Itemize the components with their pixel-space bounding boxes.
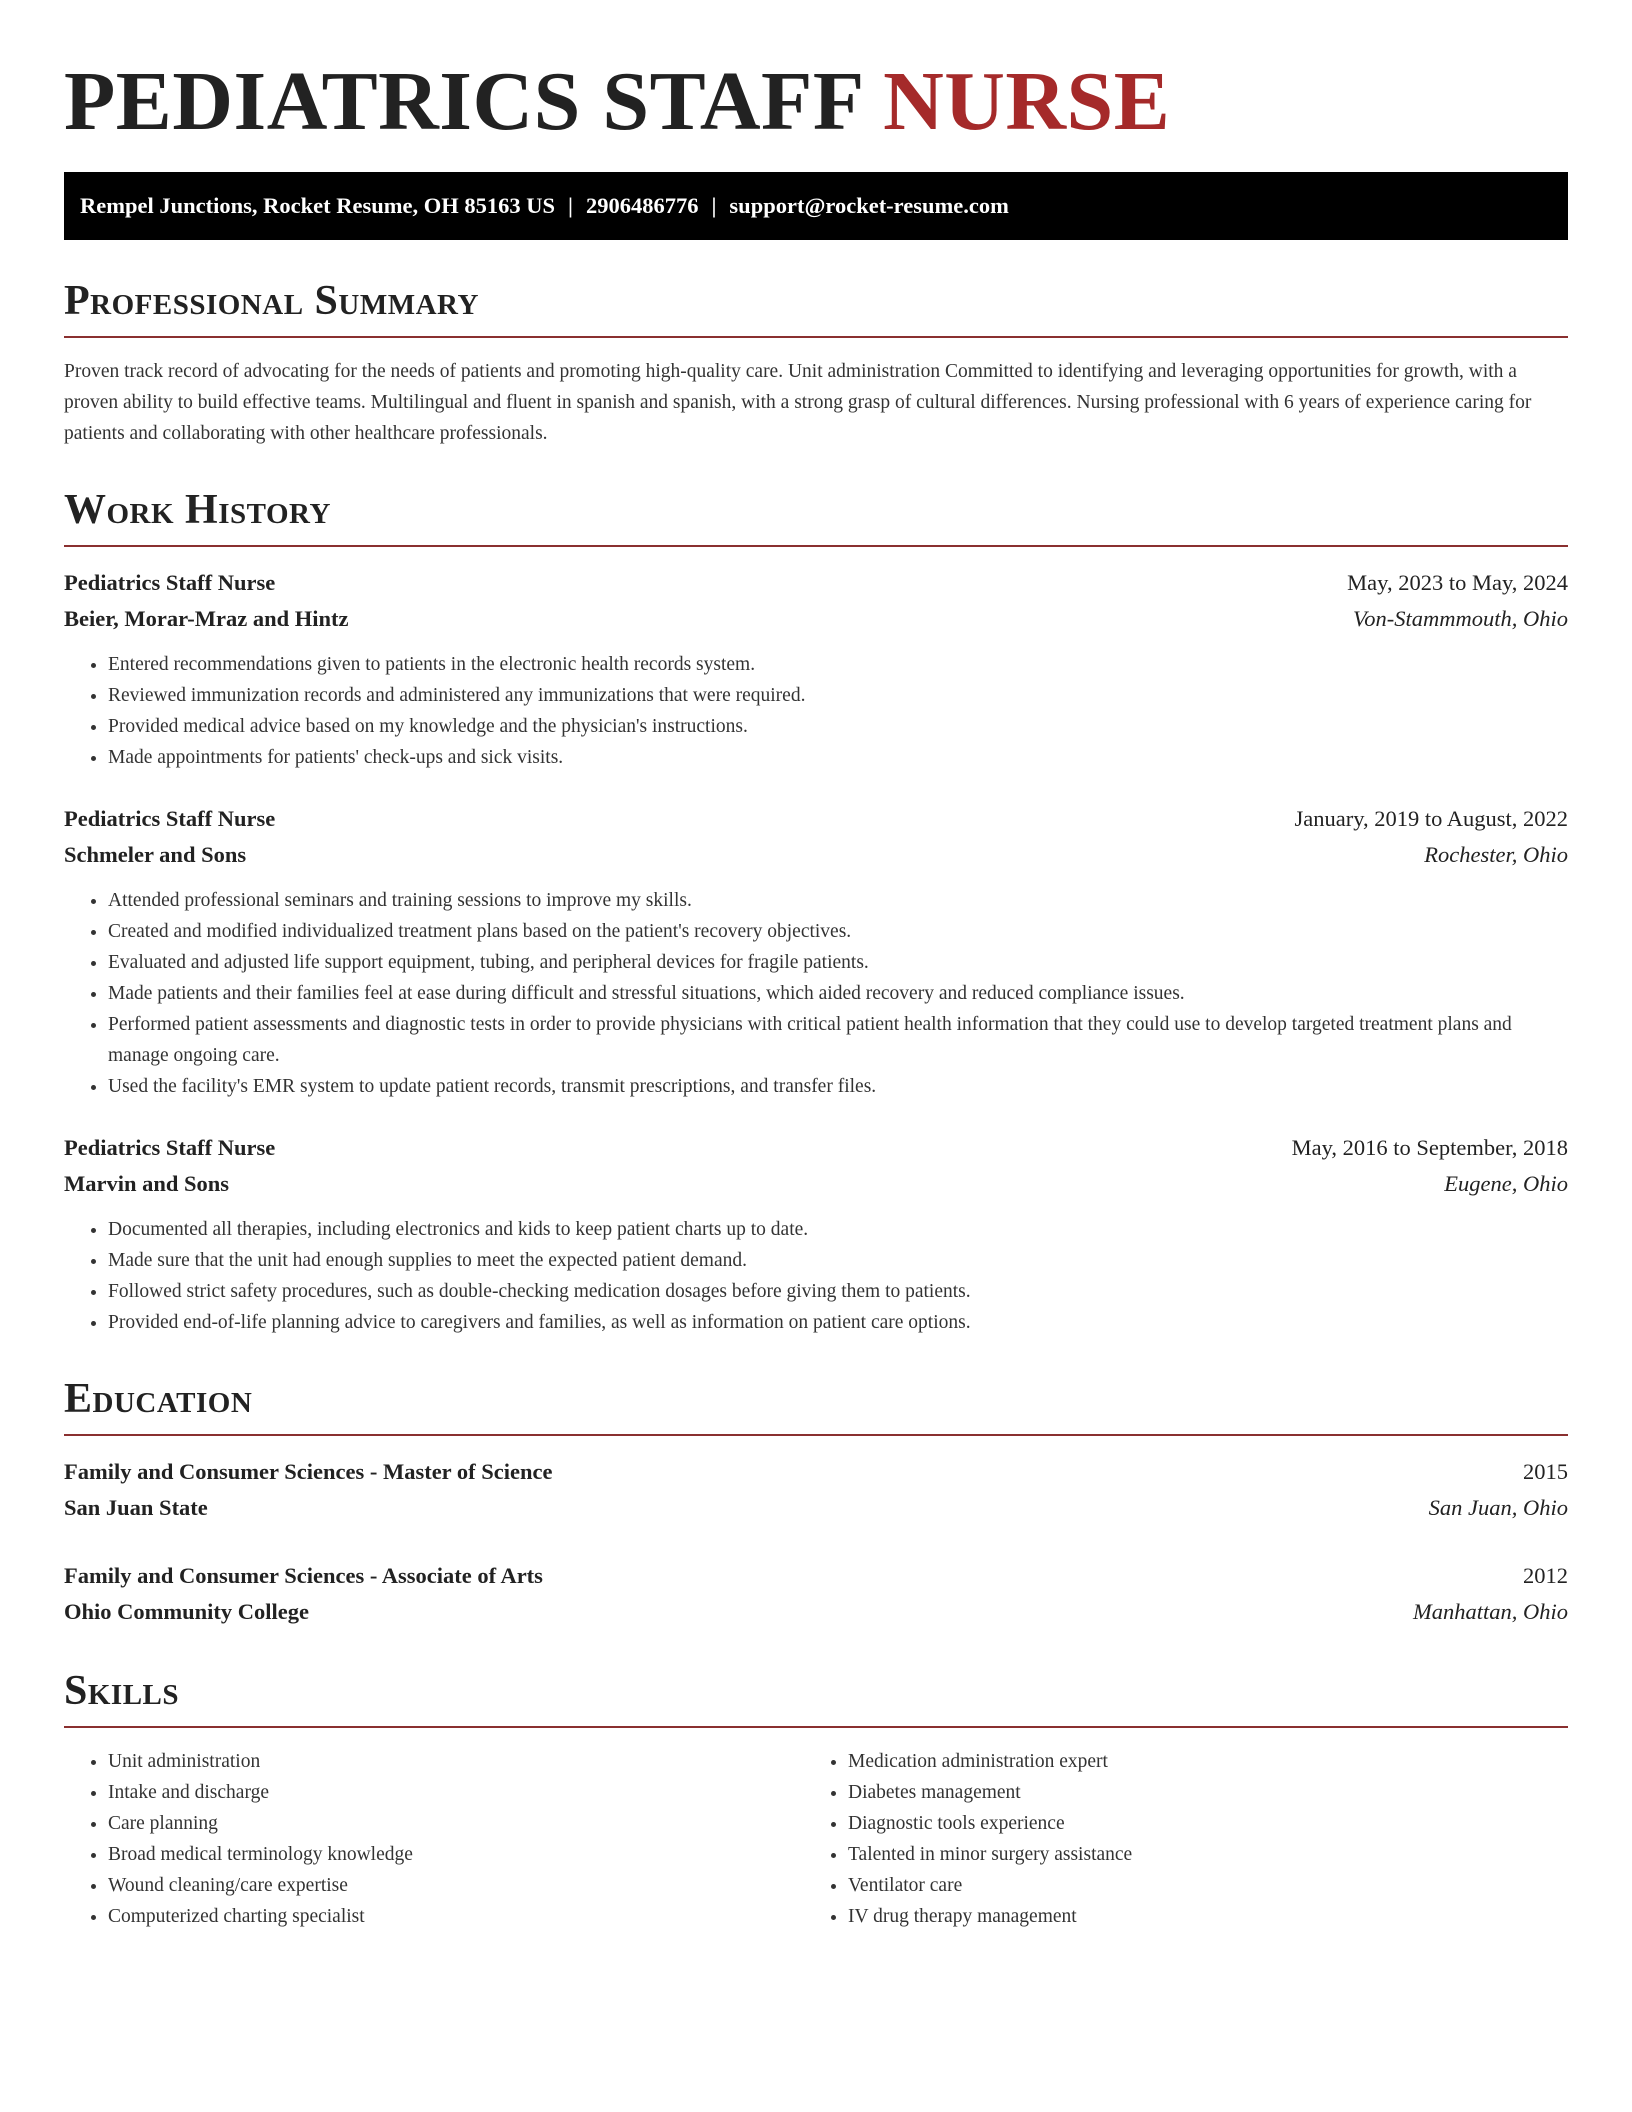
job-bullet: • Documented all therapies, including electronics and kids to keep patient charts up to date. [108, 1214, 1568, 1245]
job-location: Eugene, Ohio [1444, 1171, 1568, 1196]
job-dates: May, 2016 to September, 2018 [1291, 1135, 1568, 1160]
education-school-row [64, 1490, 1568, 1526]
section-divider [64, 1726, 1568, 1728]
job-bullets [64, 649, 1568, 773]
name-accent: NURSE [883, 55, 1171, 148]
skills-grid [64, 1746, 1568, 1932]
job-bullet: • Made patients and their families feel at ease during difficult and stressful situations, which aided recovery and reduced compliance issues. [108, 978, 1568, 1009]
education-entry [64, 1454, 1568, 1526]
job-company-row [64, 601, 1568, 637]
section-title-summary: Professional Summary [64, 278, 479, 324]
skill-item: • Wound cleaning/care expertise [108, 1870, 804, 1901]
job-role: Pediatrics Staff Nurse [64, 570, 276, 595]
skill-item: • IV drug therapy management [848, 1901, 1544, 1932]
education-degree-row [64, 1558, 1568, 1594]
job-location: Von-Stammmouth, Ohio [1353, 606, 1568, 631]
education-degree: Family and Consumer Sciences - Associate of Arts [64, 1563, 543, 1588]
skills-section [64, 1666, 1568, 1932]
work-history-section [64, 485, 1568, 1338]
resume-name [64, 54, 1568, 150]
education-location: San Juan, Ohio [1428, 1495, 1568, 1520]
skill-item: • Care planning [108, 1808, 804, 1839]
skill-item: • Medication administration expert [848, 1746, 1544, 1777]
job-company-row [64, 1166, 1568, 1202]
job-company: Marvin and Sons [64, 1171, 230, 1196]
section-divider [64, 545, 1568, 547]
job-header-row [64, 801, 1568, 837]
job-bullet: • Reviewed immunization records and administered any immunizations that were required. [108, 680, 1568, 711]
education-entry [64, 1558, 1568, 1630]
summary-section [64, 276, 1568, 449]
job-bullets [64, 885, 1568, 1102]
education-section [64, 1374, 1568, 1630]
skills-list-left [64, 1746, 804, 1932]
section-divider [64, 336, 1568, 338]
contact-separator: | [711, 193, 717, 218]
contact-bar [64, 172, 1568, 240]
education-location: Manhattan, Ohio [1413, 1599, 1568, 1624]
section-title-work-history: Work History [64, 487, 331, 533]
job-role: Pediatrics Staff Nurse [64, 806, 276, 831]
job-bullets [64, 1214, 1568, 1338]
job-bullet: • Evaluated and adjusted life support equipment, tubing, and peripheral devices for fragile patients. [108, 947, 1568, 978]
job-bullet: • Attended professional seminars and training sessions to improve my skills. [108, 885, 1568, 916]
job-role: Pediatrics Staff Nurse [64, 1135, 276, 1160]
section-title-skills: Skills [64, 1668, 180, 1714]
skill-item: • Diagnostic tools experience [848, 1808, 1544, 1839]
job-bullet: • Made appointments for patients' check-ups and sick visits. [108, 742, 1568, 773]
job-company: Beier, Morar-Mraz and Hintz [64, 606, 349, 631]
job-header-row [64, 1130, 1568, 1166]
skill-item: • Ventilator care [848, 1870, 1544, 1901]
skill-item: • Talented in minor surgery assistance [848, 1839, 1544, 1870]
job-bullet: • Entered recommendations given to patients in the electronic health records system. [108, 649, 1568, 680]
job-entry [64, 801, 1568, 1102]
contact-separator: | [567, 193, 573, 218]
skill-item: • Unit administration [108, 1746, 804, 1777]
job-bullet: • Performed patient assessments and diagnostic tests in order to provide physicians with critical patient health information that they could use to develop targeted treatment plans and manage ongoing care. [108, 1009, 1568, 1071]
job-dates: January, 2019 to August, 2022 [1294, 806, 1568, 831]
education-degree: Family and Consumer Sciences - Master of Science [64, 1459, 553, 1484]
job-dates: May, 2023 to May, 2024 [1347, 570, 1568, 595]
job-entry [64, 1130, 1568, 1338]
skill-item: • Broad medical terminology knowledge [108, 1839, 804, 1870]
job-bullet: • Followed strict safety procedures, such as double-checking medication dosages before giving them to patients. [108, 1276, 1568, 1307]
job-company: Schmeler and Sons [64, 842, 247, 867]
job-entry [64, 565, 1568, 773]
job-bullet: • Used the facility's EMR system to update patient records, transmit prescriptions, and transfer files. [108, 1071, 1568, 1102]
skills-list-right [804, 1746, 1544, 1932]
section-divider [64, 1434, 1568, 1436]
job-bullet: • Provided end-of-life planning advice to caregivers and families, as well as information on patient care options. [108, 1307, 1568, 1338]
job-header-row [64, 565, 1568, 601]
skill-item: • Intake and discharge [108, 1777, 804, 1808]
education-school: Ohio Community College [64, 1599, 309, 1624]
skill-item: • Diabetes management [848, 1777, 1544, 1808]
job-bullet: • Made sure that the unit had enough supplies to meet the expected patient demand. [108, 1245, 1568, 1276]
skill-item: • Computerized charting specialist [108, 1901, 804, 1932]
job-bullet: • Created and modified individualized treatment plans based on the patient's recovery objectives. [108, 916, 1568, 947]
education-degree-row [64, 1454, 1568, 1490]
education-school: San Juan State [64, 1495, 208, 1520]
name-main: PEDIATRICS STAFF [64, 55, 862, 148]
contact-phone: 2906486776 [585, 193, 699, 218]
contact-address: Rempel Junctions, Rocket Resume, OH 85163 US [80, 193, 555, 218]
education-year: 2012 [1523, 1563, 1568, 1588]
job-location: Rochester, Ohio [1424, 842, 1568, 867]
contact-email[interactable]: support@rocket-resume.com [729, 193, 1009, 218]
summary-text: Proven track record of advocating for the needs of patients and promoting high-quality care. Unit administration Committed to identifying and leveraging opportunities for growth, with a proven ability to build effective teams. Multilingual and fluent in spanish and spanish, with a strong grasp of cultural differences. Nursing professional with 6 years of experience caring for patients and collaborating with other healthcare professionals. [64, 361, 1532, 444]
education-year: 2015 [1523, 1459, 1568, 1484]
job-company-row [64, 837, 1568, 873]
education-school-row [64, 1594, 1568, 1630]
section-title-education: Education [64, 1376, 253, 1422]
job-bullet: • Provided medical advice based on my knowledge and the physician's instructions. [108, 711, 1568, 742]
